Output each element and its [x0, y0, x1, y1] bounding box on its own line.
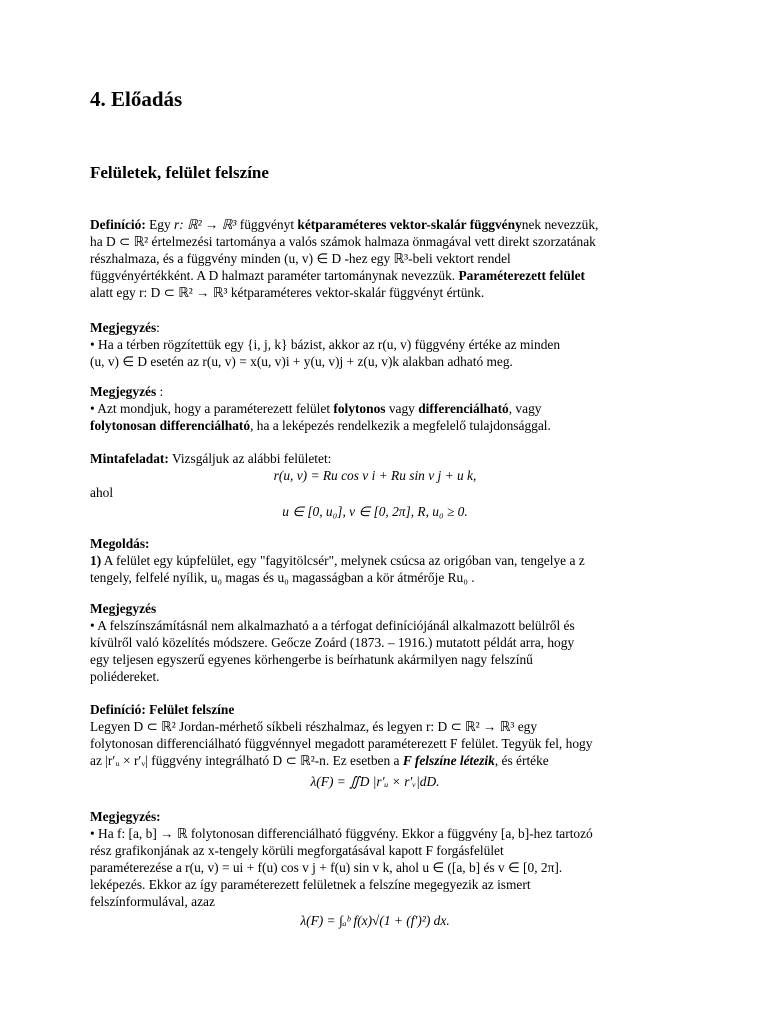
example-task: Mintafeladat: Vizsgáljuk az alábbi felületet: r(u, v) = Ru cos v i + Ru sin v j + u k, ahol u ∈ [0, u₀], v ∈ [0, 2π], R, u₀ ≥ 0.	[90, 450, 660, 520]
def1-line-3: részhalmaza, és a függvény minden (u, v) ∈ D -hez egy ℝ³-beli vektort rendel	[90, 251, 511, 266]
note2-label: Megjegyzés	[90, 384, 157, 399]
note-3	[90, 600, 660, 685]
note4-line-1: • Ha f: [a, b] → ℝ folytonosan differenciálható függvény. Ekkor a függvény [a, b]-hez tartozó	[90, 826, 593, 841]
note3-line-4: poliédereket.	[90, 669, 160, 684]
note4-line-4: leképezés. Ekkor az így paraméterezett felületnek a felszíne megegyezik az ismert	[90, 877, 531, 892]
lecture-heading: 4. Előadás	[90, 87, 183, 111]
note1-line-1: • Ha a térben rögzítettük egy {i, j, k} bázist, akkor az r(u, v) függvény értéke az minden	[90, 337, 561, 352]
example-equation-2: u ∈ [0, u₀], v ∈ [0, 2π], R, u₀ ≥ 0.	[282, 504, 468, 519]
note2-line-2: folytonosan differenciálható, ha a leképezés rendelkezik a megfelelő tulajdonsággal.	[90, 418, 551, 433]
note3-line-2: kívülről való közelítés módszere. Geőcze Zoárd (1873. – 1916.) mutatott példát arra, hogy	[90, 635, 575, 650]
solution-label: Megoldás:	[90, 536, 150, 551]
def1-label: Definíció:	[90, 217, 146, 232]
def1-line-5: alatt egy r: D ⊂ ℝ² → ℝ³ kétparaméteres vektor-skalár függvényt értünk.	[90, 285, 485, 300]
def2-label: Definíció: Felület felszíne	[90, 702, 235, 717]
def2-equation: λ(F) = ∬D |r′ᵤ × r′ᵥ|dD.	[310, 774, 440, 789]
definition-1	[90, 216, 660, 301]
solution-line-1: 1) A felület egy kúpfelület, egy "fagyitölcsér", melynek csúcsa az origóban van, tengelye a z	[90, 553, 585, 568]
example-ahol: ahol	[90, 485, 114, 500]
note-4	[90, 808, 660, 929]
example-label: Mintafeladat:	[90, 451, 169, 466]
note4-label: Megjegyzés:	[90, 809, 161, 824]
note3-line-1: • A felszínszámításnál nem alkalmazható a a térfogat definíciójánál alkalmazott belülről és	[90, 618, 575, 633]
solution	[90, 535, 660, 586]
definition-2	[90, 701, 660, 790]
def2-line-1: Legyen D ⊂ ℝ² Jordan-mérhető síkbeli részhalmaz, és legyen r: D ⊂ ℝ² → ℝ³ egy	[90, 719, 538, 734]
section-heading: Felületek, felület felszíne	[90, 163, 269, 182]
note-2: Megjegyzés : • Azt mondjuk, hogy a paraméterezett felület folytonos vagy differenciálható, vagy folytonosan differenciálható, ha a leképezés rendelkezik a megfelelő tulajdonsággal.	[90, 383, 660, 434]
note3-line-3: egy teljesen egyszerű egyenes körhengerbe is beírhatunk akármilyen nagy felszínű	[90, 652, 533, 667]
def2-line-3: az |r′ᵤ × r′ᵥ| függvény integrálható D ⊂ ℝ²-n. Ez esetben a F felszíne létezik, és értéke	[90, 753, 549, 768]
note4-equation: λ(F) = ∫ₐᵇ f(x)√(1 + (f′)²) dx.	[300, 913, 450, 928]
note1-label: Megjegyzés	[90, 320, 157, 335]
note2-line-1: • Azt mondjuk, hogy a paraméterezett felület folytonos vagy differenciálható, vagy	[90, 401, 542, 416]
note3-label: Megjegyzés	[90, 601, 157, 616]
def2-line-2: folytonosan differenciálható függvénnyel megadott paraméterezett F felület. Tegyük fel, hogy	[90, 736, 593, 751]
def1-line-4: függvényértékként. A D halmazt paraméter tartománynak nevezzük. Paraméterezett felület	[90, 268, 585, 283]
note4-line-2: rész grafikonjának az x-tengely körüli megforgatásával kapott F forgásfelület	[90, 843, 504, 858]
note1-line-2: (u, v) ∈ D esetén az r(u, v) = x(u, v)i + y(u, v)j + z(u, v)k alakban adható meg.	[90, 354, 513, 369]
note4-line-3: paraméterezése a r(u, v) = ui + f(u) cos v j + f(u) sin v k, ahol u ∈ ([a, b] és v ∈ [0, 2π].	[90, 860, 563, 875]
def1-line-2: ha D ⊂ ℝ² értelmezési tartománya a valós számok halmaza önmagával vett direkt szorzatának	[90, 234, 596, 249]
def1-line-1: Definíció: Egy r: ℝ² → ℝ³ függvényt kétparaméteres vektor-skalár függvénynek nevezzük,	[90, 217, 599, 232]
solution-line-2: tengely, felfelé nyílik, u₀ magas és u₀ magasságban a kör átmérője Ru₀ .	[90, 570, 475, 585]
note4-line-5: felszínformulával, azaz	[90, 894, 215, 909]
note-1: Megjegyzés: • Ha a térben rögzítettük egy {i, j, k} bázist, akkor az r(u, v) függvény értéke az minden (u, v) ∈ D esetén az r(u, v) = x(u, v)i + y(u, v)j + z(u, v)k alakban adható meg.	[90, 319, 660, 370]
example-equation-1: r(u, v) = Ru cos v i + Ru sin v j + u k,	[273, 468, 477, 483]
